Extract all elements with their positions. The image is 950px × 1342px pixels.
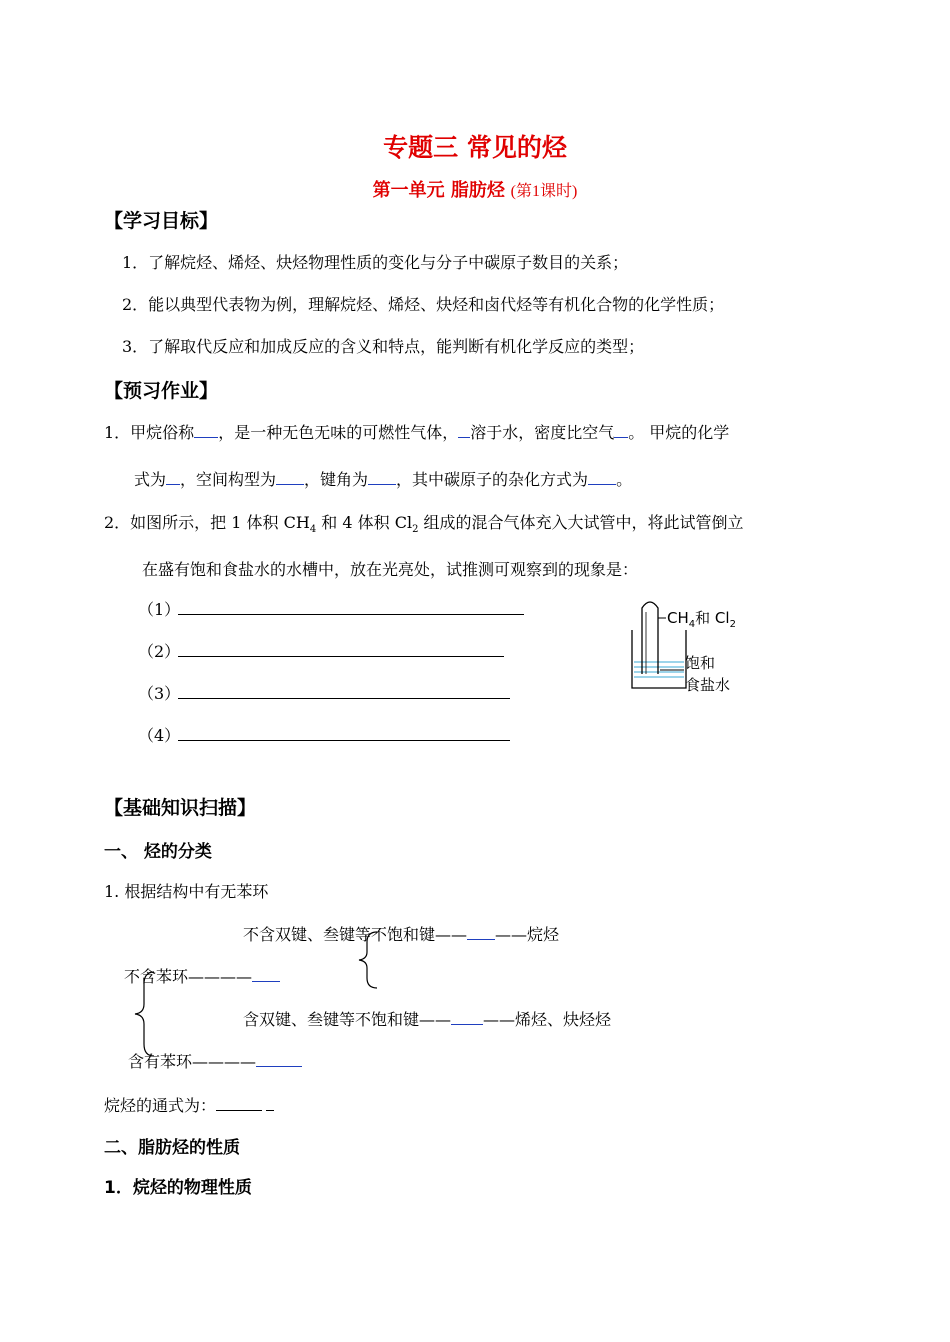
liquid-label-1: 饱和 [685, 654, 716, 672]
goal-item-1: 1．了解烷烃、烯烃、炔烃物理性质的变化与分子中碳原子数目的关系； [122, 253, 629, 272]
answer-label-4: （4） [138, 726, 181, 745]
question-1-line-1: 1．甲烷俗称 ，是一种无色无味的可燃性气体， 溶于水，密度比空气 。 甲烷的化学 [104, 423, 730, 442]
answer-blank[interactable] [166, 468, 180, 485]
answer-blank[interactable] [252, 965, 280, 982]
answer-blank[interactable] [467, 923, 495, 940]
answer-blank[interactable] [216, 1094, 262, 1111]
answer-blank[interactable] [588, 468, 616, 485]
answer-line-1[interactable] [178, 614, 524, 615]
general-formula-line: 烷烃的通式为： [104, 1093, 274, 1116]
answer-blank[interactable] [614, 421, 628, 438]
classification-row-4: 含有苯环———— [128, 1049, 302, 1072]
classification-row-1: 不含双键、叁键等不饱和键—— ——烷烃 [243, 925, 560, 944]
answer-label-1: （1） [138, 600, 181, 619]
question-2-line-2: 在盛有饱和食盐水的水槽中，放在光亮处，试推测可观察到的现象是： [142, 560, 639, 579]
test-tube-outline [642, 602, 658, 674]
question-2-line-1: 2．如图所示，把 1 体积 $CH_4$ 和 4 体积 $Cl_2$ 组成的混合气体充入大试管中，将此试管倒立 [104, 513, 744, 536]
unit-title: 第一单元 脂肪烃 [372, 180, 505, 201]
classification-row-3: 含双键、叁键等不饱和键—— ——烯烃、炔烃烃 [243, 1010, 612, 1029]
answer-blank[interactable] [368, 468, 396, 485]
answer-blank[interactable] [194, 421, 218, 438]
liquid-label-2: 食盐水 [685, 676, 731, 694]
goal-item-3: 3．了解取代反应和加成反应的含义和特点，能判断有机化学反应的类型； [122, 337, 645, 356]
page-subtitle [0, 176, 950, 202]
answer-blank[interactable] [276, 468, 304, 485]
answer-line-2[interactable] [178, 656, 504, 657]
trough-outline [632, 630, 686, 688]
goals-heading: 【学习目标】 [104, 210, 219, 232]
preview-heading: 【预习作业】 [104, 380, 219, 402]
page-title: 专题三 常见的烃 [383, 133, 567, 162]
gas-label: $CH_4$和 $Cl_2$ [667, 609, 736, 630]
subsection-2-title: 1．烷烃的物理性质 [104, 1178, 252, 1198]
answer-blank[interactable] [256, 1050, 302, 1067]
answer-blank[interactable] [458, 421, 470, 438]
section-1-title: 一、 烃的分类 [104, 842, 212, 862]
section-2-title: 二、脂肪烃的性质 [104, 1138, 240, 1158]
question-1-line-2: 式为 ，空间构型为 ，键角为 ，其中碳原子的杂化方式为 。 [134, 470, 633, 489]
answer-line-4[interactable] [178, 740, 510, 741]
answer-blank-tail [266, 1094, 274, 1111]
answer-blank[interactable] [451, 1008, 483, 1025]
goal-item-2: 2．能以典型代表物为例，理解烷烃、烯烃、炔烃和卤代烃等有机化合物的化学性质； [122, 295, 725, 314]
classification-row-2: 不含苯环———— [124, 964, 280, 987]
small-brace-icon [355, 930, 385, 990]
subsection-1-title: 1. 根据结构中有无苯环 [104, 882, 269, 901]
answer-line-3[interactable] [178, 698, 510, 699]
answer-label-3: （3） [138, 684, 181, 703]
basics-heading: 【基础知识扫描】 [104, 797, 257, 819]
large-brace-icon [130, 970, 160, 1058]
lesson-number: (第1课时) [510, 183, 578, 200]
answer-label-2: （2） [138, 642, 181, 661]
